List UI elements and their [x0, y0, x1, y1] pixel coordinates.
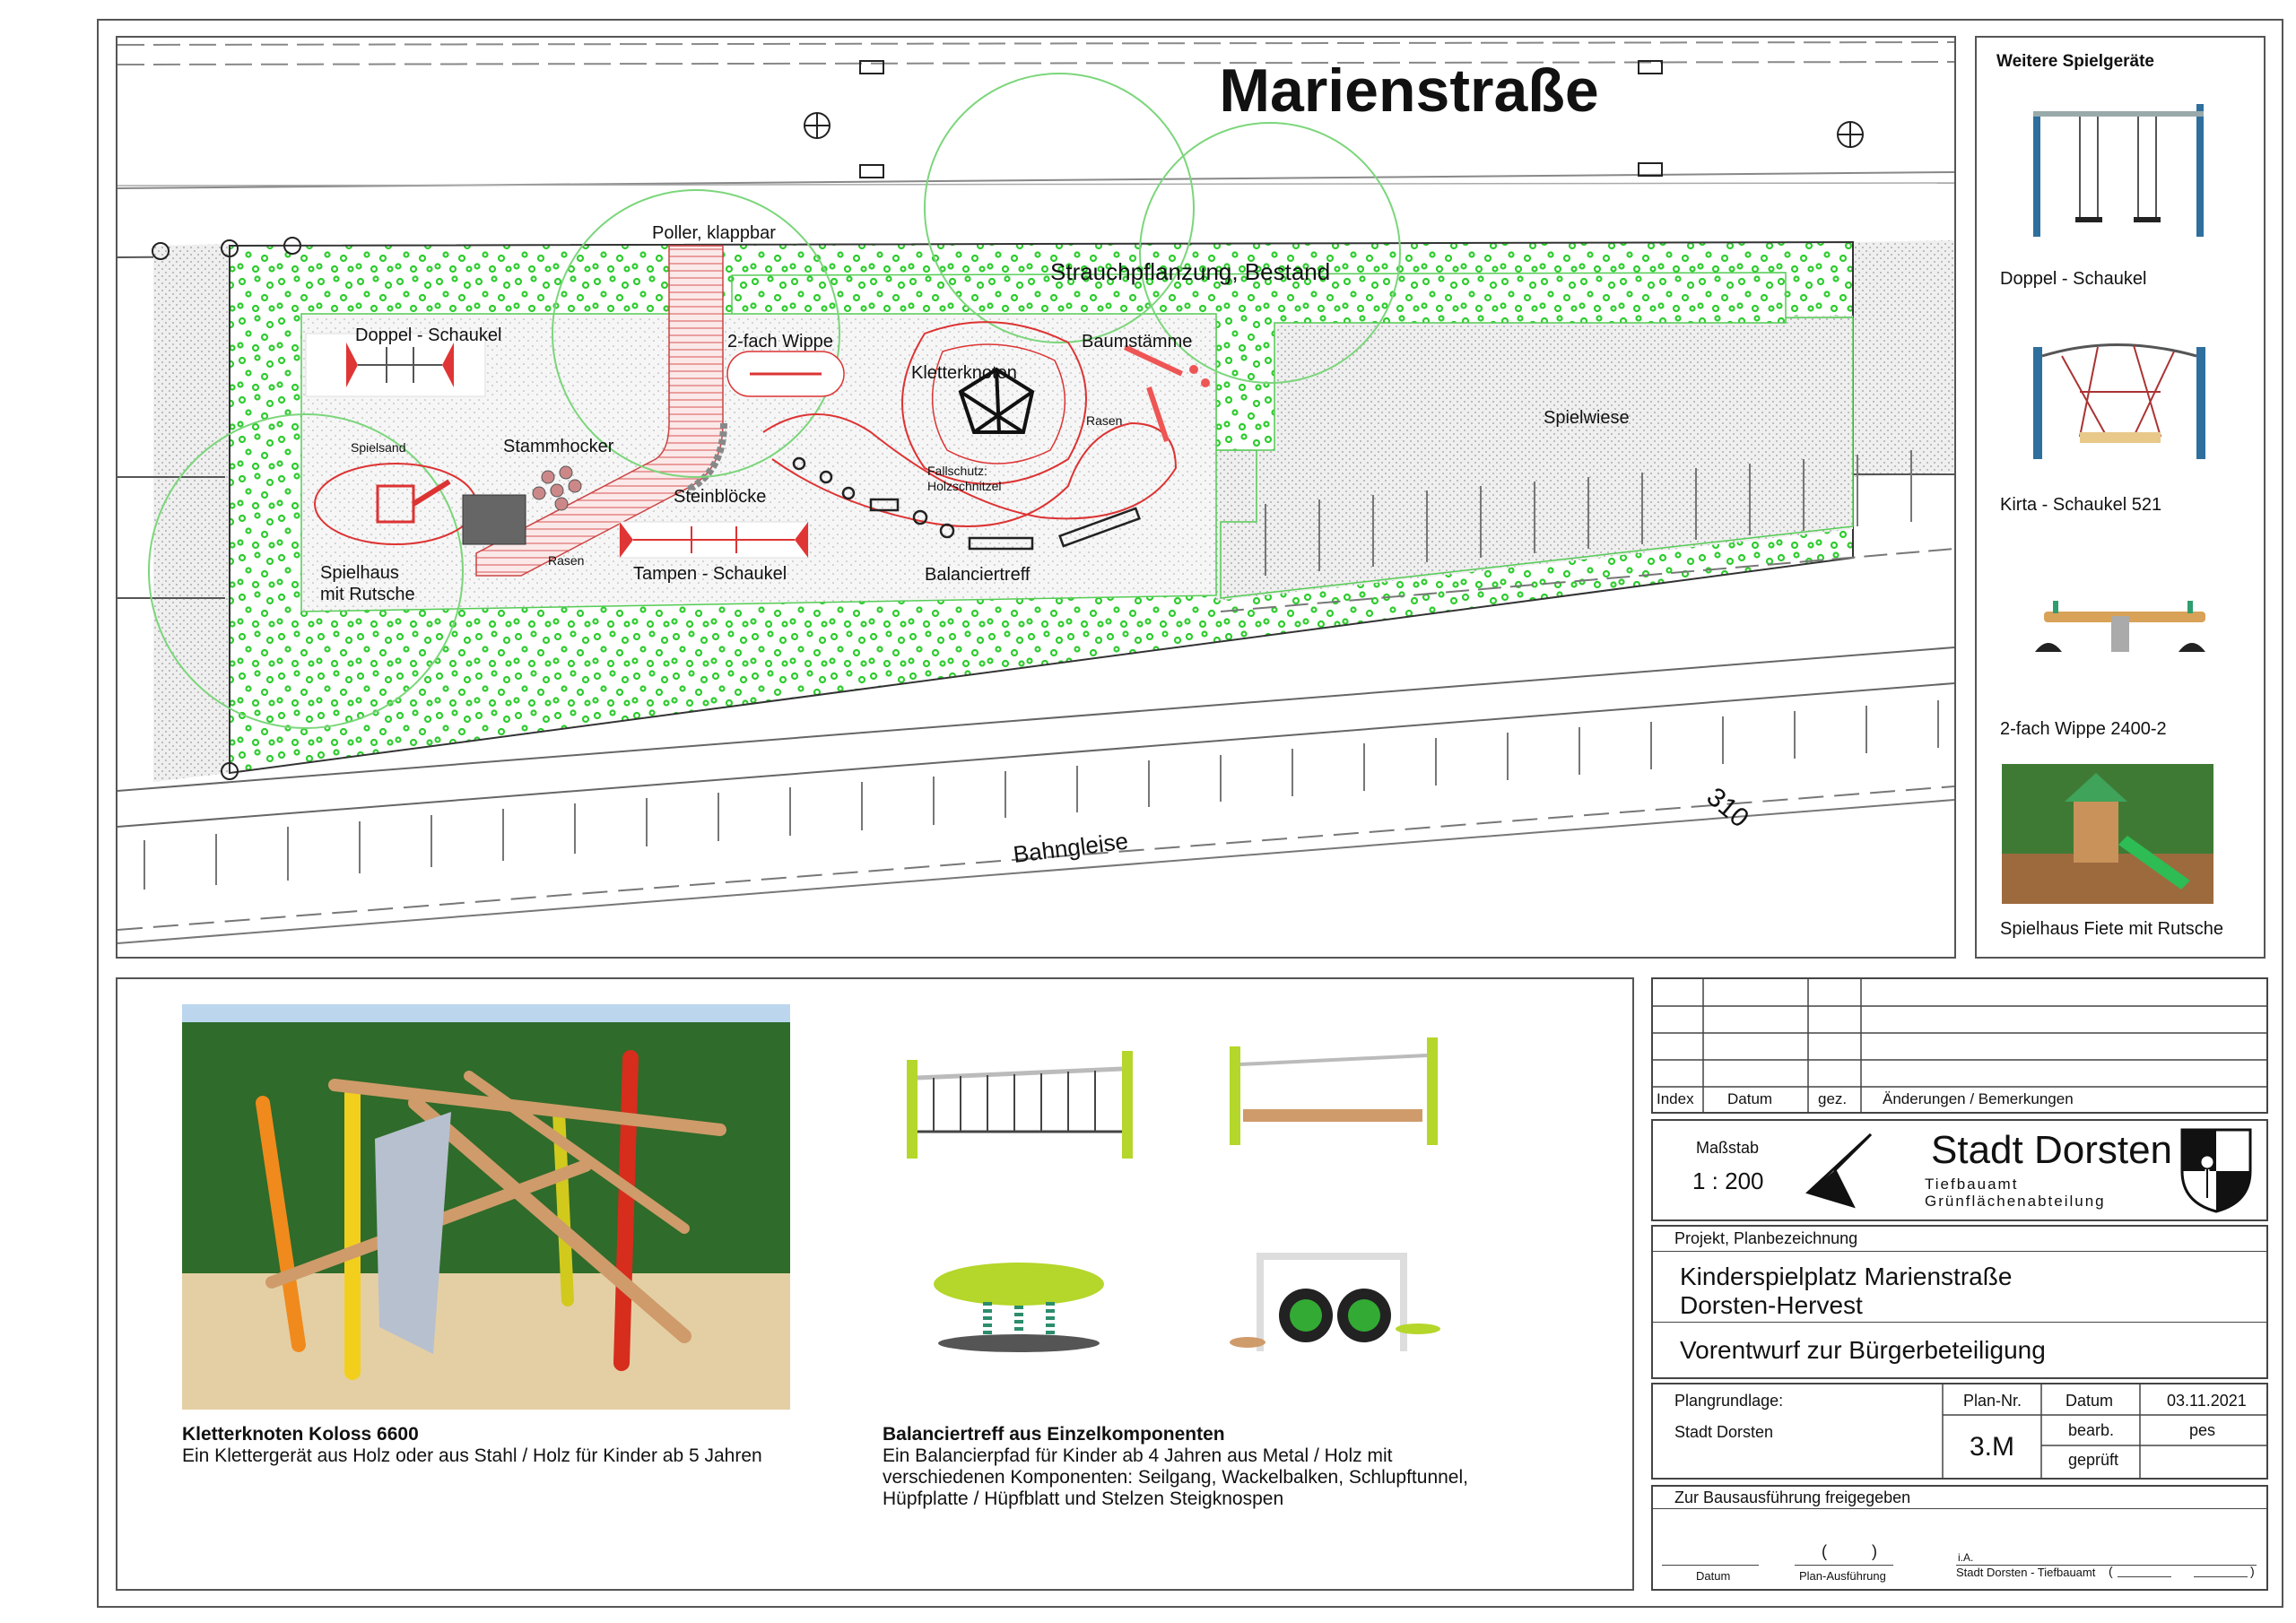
org-dept-1: Tiefbauamt [1925, 1176, 2019, 1193]
project-line-1: Kinderspielplatz Marienstraße [1680, 1263, 2013, 1290]
railway-label: Bahngleise [1012, 827, 1130, 868]
hop-plate-icon [925, 1248, 1113, 1356]
balance-line-3: Hüpfplatte / Hüpfblatt und Stelzen Steigknospen [883, 1488, 1284, 1509]
north-arrow-icon [1799, 1130, 1880, 1211]
project-line-2: Dorsten-Hervest [1680, 1291, 1863, 1319]
rope-swing-plan-symbol [620, 522, 808, 558]
title-block [1651, 977, 2268, 1591]
seesaw-label: 2-fach Wippe [727, 332, 833, 352]
seesaw-plan-symbol [727, 352, 844, 396]
signature-line-short-2 [2194, 1576, 2248, 1577]
net-swing-icon [2026, 329, 2214, 464]
edited-label: bearb. [2068, 1421, 2115, 1439]
tree-trunks-label: Baumstämme [1082, 332, 1193, 352]
playhouse-label-2: mit Rutsche [320, 585, 415, 604]
lawn-label-2: Rasen [1086, 413, 1123, 428]
playhouse-label-1: Spielhaus [320, 563, 399, 583]
stump-stools-label: Stammhocker [503, 437, 614, 456]
climbing-knot-photo [182, 1004, 790, 1410]
site-plan-drawing [117, 38, 1954, 957]
stone-blocks-label: Steinblöcke [674, 487, 767, 507]
signature-open-paren: ( [2109, 1564, 2113, 1578]
seesaw-icon [2026, 576, 2214, 665]
date-label: Datum [2066, 1392, 2114, 1410]
plan-number-value: 3.M [1970, 1432, 2015, 1462]
wobble-beam-icon [1216, 1028, 1458, 1154]
edited-value: pes [2189, 1421, 2216, 1439]
plan-number-label: Plan-Nr. [1963, 1392, 2022, 1410]
project-label: Projekt, Planbezeichnung [1674, 1229, 1858, 1247]
rev-index-header: Index [1657, 1090, 1694, 1107]
scale-label: Maßstab [1696, 1139, 1760, 1157]
crawl-tunnel-icon [1230, 1244, 1445, 1369]
fall-protection-label: Fallschutz: [927, 464, 987, 478]
signature-line-date [1662, 1565, 1759, 1566]
signature-line-short-1 [2118, 1576, 2171, 1577]
approval-label: Zur Bausausführung freigegeben [1674, 1488, 1911, 1506]
signature-plan-label: Plan-Ausführung [1799, 1569, 1886, 1583]
rev-drawn-header: gez. [1818, 1090, 1848, 1107]
street-name-label: Marienstraße [1219, 56, 1599, 125]
climbing-knot-title: Kletterknoten Koloss 6600 [182, 1424, 419, 1445]
equipment-info-panel [116, 977, 1634, 1591]
signature-date-label: Datum [1696, 1569, 1731, 1583]
side-panel-title: Weitere Spielgeräte [1996, 52, 2155, 71]
lawn-label-1: Rasen [548, 553, 585, 568]
equipment-side-panel [1975, 36, 2266, 959]
city-crest-icon [2179, 1126, 2254, 1214]
net-swing-caption: Kirta - Schaukel 521 [2000, 495, 2162, 515]
org-dept-2: Grünflächenabteilung [1925, 1193, 2106, 1210]
playhouse-caption: Spielhaus Fiete mit Rutsche [2000, 919, 2224, 939]
plan-title: Vorentwurf zur Bürgerbeteiligung [1680, 1336, 2046, 1364]
grade-number-label: 310 [1700, 782, 1755, 834]
project-divider-2 [1651, 1322, 2268, 1323]
signature-city-label: Stadt Dorsten - Tiefbauamt [1956, 1566, 2096, 1579]
scale-value: 1 : 200 [1692, 1167, 1764, 1194]
balance-line-1: Ein Balancierpfad für Kinder ab 4 Jahren aus Metal / Holz mit [883, 1445, 1393, 1466]
signature-ia: i.A. [1958, 1551, 1974, 1564]
double-swing-icon [2026, 100, 2214, 244]
rev-changes-header: Änderungen / Bemerkungen [1883, 1090, 2074, 1107]
signature-paren: ( ) [1822, 1542, 1877, 1560]
plan-basis-value: Stadt Dorsten [1674, 1423, 1774, 1441]
balance-path-label: Balanciertreff [925, 565, 1031, 585]
bollard-label: Poller, klappbar [652, 223, 776, 243]
rev-date-header: Datum [1727, 1090, 1773, 1107]
org-name: Stadt Dorsten [1931, 1128, 2173, 1172]
climbing-knot-text: Ein Klettergerät aus Holz oder aus Stahl / Holz für Kinder ab 5 Jahren [182, 1445, 762, 1466]
plan-basis-label: Plangrundlage: [1674, 1392, 1784, 1410]
seesaw-caption: 2-fach Wippe 2400-2 [2000, 719, 2167, 739]
climbing-knot-caption [182, 1424, 810, 1467]
rope-swing-label: Tampen - Schaukel [633, 564, 787, 584]
climbing-knot-label: Kletterknoten [911, 363, 1017, 383]
balance-line-2: verschiedenen Komponenten: Seilgang, Wackelbalken, Schlupftunnel, [883, 1467, 1468, 1488]
play-meadow-label: Spielwiese [1544, 408, 1630, 428]
play-sand-label: Spielsand [351, 440, 406, 455]
balance-caption [883, 1424, 1600, 1510]
site-plan-panel [116, 36, 1956, 959]
approval-divider [1651, 1508, 2268, 1509]
double-swing-label: Doppel - Schaukel [355, 325, 502, 345]
wood-chips-label: Holzschnitzel [927, 479, 1002, 493]
balance-title: Balanciertreff aus Einzelkomponenten [883, 1424, 1225, 1445]
playhouse-photo [2002, 764, 2213, 904]
checked-label: geprüft [2068, 1451, 2119, 1469]
date-value: 03.11.2021 [2167, 1392, 2247, 1410]
rope-walk-icon [898, 1042, 1140, 1167]
signature-close-paren: ) [2250, 1564, 2255, 1578]
signature-line-plan [1795, 1565, 1893, 1566]
project-divider [1651, 1251, 2268, 1252]
shrub-label: Strauchpflanzung, Bestand [1050, 258, 1331, 285]
double-swing-caption: Doppel - Schaukel [2000, 269, 2147, 289]
stone-blocks-symbol [463, 495, 526, 544]
